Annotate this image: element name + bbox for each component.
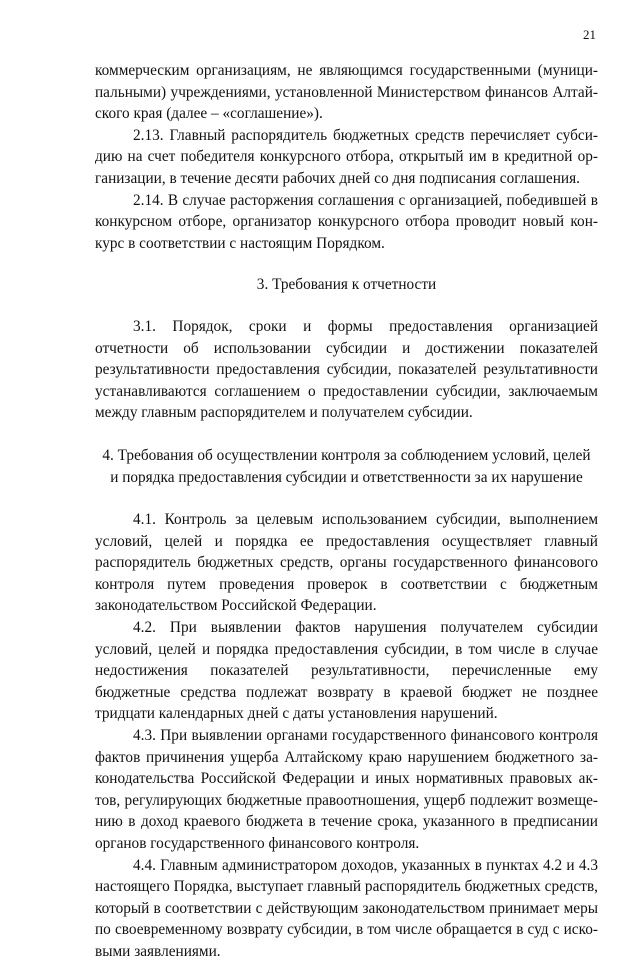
spacer: [95, 254, 598, 274]
section-4-heading-line-2: и порядка предоставления субсидии и ответственности за их нарушение: [110, 468, 583, 486]
paragraph-2-13: 2.13. Главный распорядитель бюджетных средств перечисляет субсидию на счет победителя конкурсного отбора, открытый им в кредитной организации, в течение десяти рабочих дней со дня подписания соглашения.: [95, 126, 598, 187]
paragraph-continuation: коммерческим организациям, не являющимся государственными (муниципальными) учреждениями, установленной Министерством финансов Алтайского края (далее – «соглашение»).: [95, 62, 598, 123]
paragraph-4-1: 4.1. Контроль за целевым использованием субсидии, выполнением условий, целей и порядка ее предоставления осуществляет главный распорядитель бюджетных средств, органы государственного финансового контроля путем проведения проверок в соответствии с бюджетным законодательством Российской Федерации.: [95, 511, 598, 615]
section-3-heading: 3. Требования к отчетности: [256, 276, 437, 294]
paragraph-4-4: 4.4. Главным администратором доходов, указанных в пунктах 4.2 и 4.3 настоящего Порядка, выступает главный распорядитель бюджетных средств, который в соответствии с действующим законодательством принимает меры по своевременному возврату субсидии, в том числе обращается в суд с исковыми заявлениями.: [95, 856, 598, 960]
paragraph-2-14: 2.14. В случае расторжения соглашения с организацией, победившей в конкурсном отборе, организатор конкурсного отбора проводит новый конкурс в соответствии с настоящим Порядком.: [95, 191, 598, 252]
spacer: [95, 296, 598, 316]
paragraph-3-1: 3.1. Порядок, сроки и формы предоставления организацией отчетности об использовании субсидии и достижении показателей результативности предоставления субсидии, показателей результативности устанавливаются соглашением о предоставлении субсидии, заключаемым между главным распорядителем и получателем субсидии.: [95, 317, 598, 422]
spacer: [95, 424, 598, 445]
document-body: [95, 60, 598, 963]
page-number: 21: [583, 27, 596, 42]
paragraph-4-3: 4.3. При выявлении органами государственного финансового контроля фактов причинения ущерба Алтайскому краю нарушением бюджетного законодательства Российской Федерации и иных нормативных правовых актов, регулирующих бюджетные правоотношения, ущерб подлежит возмещению в доход краевого бюджета в течение срока, указанного в предписании органов государственного финансового контроля.: [95, 727, 598, 852]
section-4-heading-line-1: 4. Требования об осуществлении контроля за соблюдением условий, целей: [102, 446, 591, 464]
spacer: [95, 488, 598, 509]
paragraph-4-2: 4.2. При выявлении фактов нарушения получателем субсидии условий, целей и порядка предоставления субсидии, в том числе в случае недостижения показателей результативности, перечисленные ему бюджетные средства подлежат возврату в краевой бюджет не позднее тридцати календарных дней с даты установления нарушений.: [95, 619, 598, 723]
